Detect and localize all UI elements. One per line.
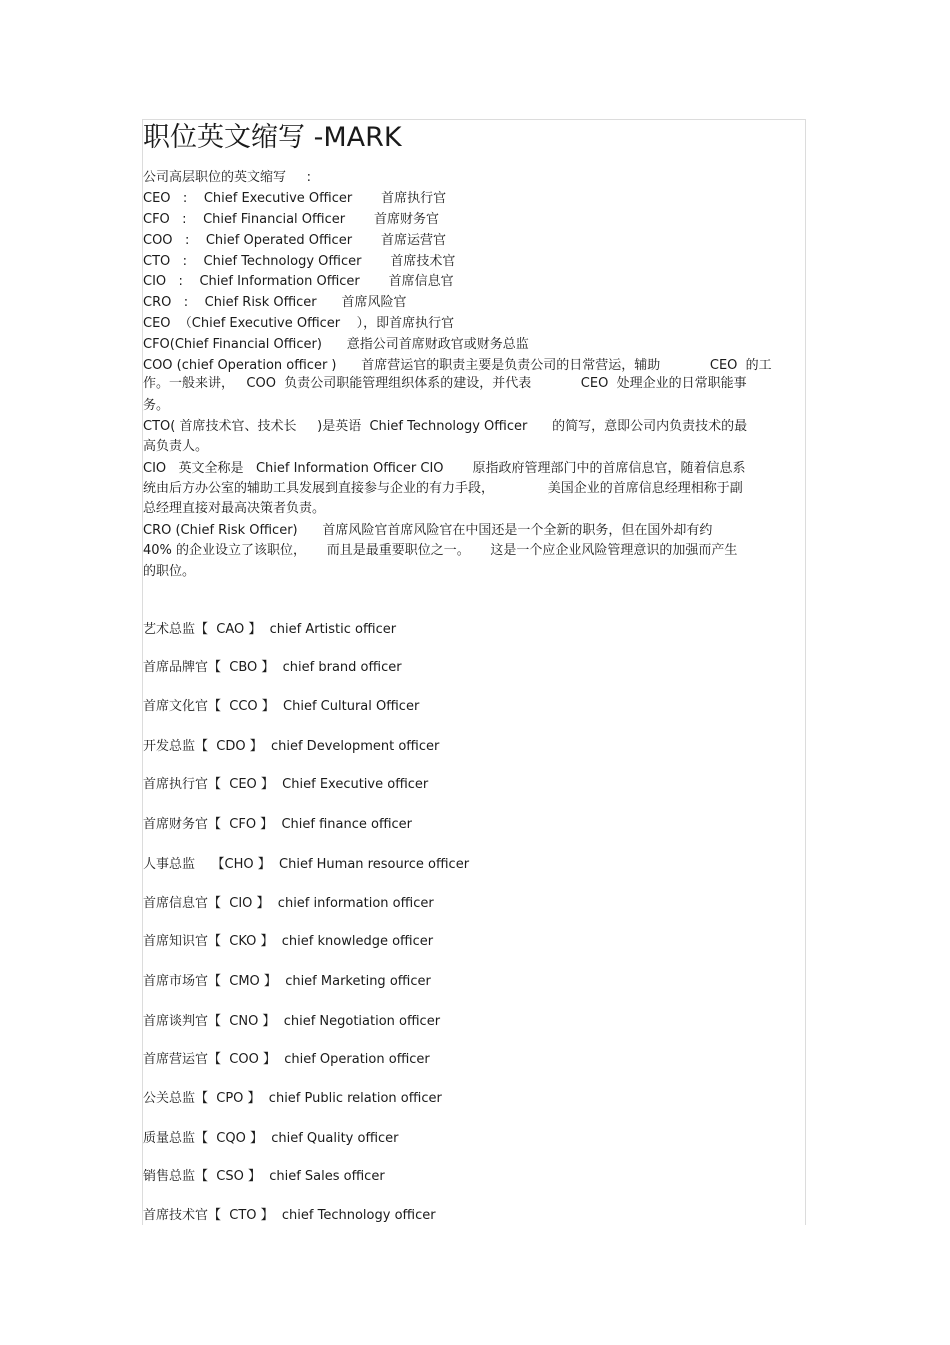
short-list-item: CRO : Chief Risk Officer 首席风险官 — [143, 295, 407, 310]
officer-item: 首席信息官【 CIO 】 chief information officer — [143, 896, 434, 911]
officer-item: 质量总监【 CQO 】 chief Quality officer — [143, 1131, 399, 1146]
description-line: CFO(Chief Financial Officer) 意指公司首席财政官或财务总监 — [143, 337, 529, 352]
officer-item: 销售总监【 CSO 】 chief Sales officer — [143, 1169, 385, 1184]
officer-item: 首席营运官【 COO 】 chief Operation officer — [143, 1052, 430, 1067]
description-line: 的职位。 — [143, 564, 196, 579]
short-list-item: COO : Chief Operated Officer 首席运营官 — [143, 233, 446, 248]
officer-item: 首席知识官【 CKO 】 chief knowledge officer — [143, 934, 434, 949]
officer-item: 首席执行官【 CEO 】 Chief Executive officer — [143, 777, 429, 792]
description-line: CIO 英文全称是 Chief Information Officer CIO 原指政府管理部门中的首席信息官，随着信息系 — [143, 461, 746, 476]
officer-item: 开发总监【 CDO 】 chief Development officer — [143, 739, 440, 754]
officer-item: 人事总监 【CHO 】 Chief Human resource officer — [143, 857, 470, 872]
short-list-item: CTO : Chief Technology Officer 首席技术官 — [143, 254, 456, 269]
description-line: 高负责人。 — [143, 439, 209, 454]
description-line: CTO( 首席技术官、技术长 )是英语 Chief Technology Officer 的简写，意即公司内负责技术的最 — [143, 419, 748, 434]
officer-item: 公关总监【 CPO 】 chief Public relation officer — [143, 1091, 442, 1106]
description-line: CRO (Chief Risk Officer) 首席风险官首席风险官在中国还是一个全新的职务，但在国外却有约 — [143, 523, 713, 538]
officer-item: 首席文化官【 CCO 】 Chief Cultural Officer — [143, 699, 420, 714]
officer-item: 首席技术官【 CTO 】 chief Technology officer — [143, 1208, 436, 1223]
officer-item: 首席市场官【 CMO 】 chief Marketing officer — [143, 974, 431, 989]
intro-line: 公司高层职位的英文缩写 : — [143, 170, 312, 185]
description-line: 40% 的企业设立了该职位， 而且是最重要职位之一。 这是一个应企业风险管理意识的加强而产生 — [143, 543, 738, 558]
description-line: COO (chief Operation officer ) 首席营运官的职责主要是负责公司的日常营运，辅助 CEO 的工 — [143, 358, 772, 373]
description-line: 总经理直接对最高决策者负责。 — [143, 501, 326, 516]
short-list-item: CIO : Chief Information Officer 首席信息官 — [143, 274, 454, 289]
short-list-item: CFO : Chief Financial Officer 首席财务官 — [143, 212, 440, 227]
description-line: 务。 — [143, 398, 170, 413]
officer-item: 首席财务官【 CFO 】 Chief finance officer — [143, 817, 413, 832]
officer-item: 首席谈判官【 CNO 】 chief Negotiation officer — [143, 1014, 441, 1029]
short-list-item: CEO : Chief Executive Officer 首席执行官 — [143, 191, 447, 206]
page-title: 职位英文缩写 -MARK — [143, 122, 402, 153]
officer-item: 艺术总监【 CAO 】 chief Artistic officer — [143, 622, 397, 637]
description-line: CEO （Chief Executive Officer ），即首席执行官 — [143, 316, 455, 331]
description-line: 统由后方办公室的辅助工具发展到直接参与企业的有力手段， 美国企业的首席信息经理相称于副 — [143, 481, 743, 496]
officer-item: 首席品牌官【 CBO 】 chief brand officer — [143, 660, 402, 675]
description-line: 作。一般来讲， COO 负责公司职能管理组织体系的建设，并代表 CEO 处理企业的日常职能事 — [143, 376, 747, 391]
